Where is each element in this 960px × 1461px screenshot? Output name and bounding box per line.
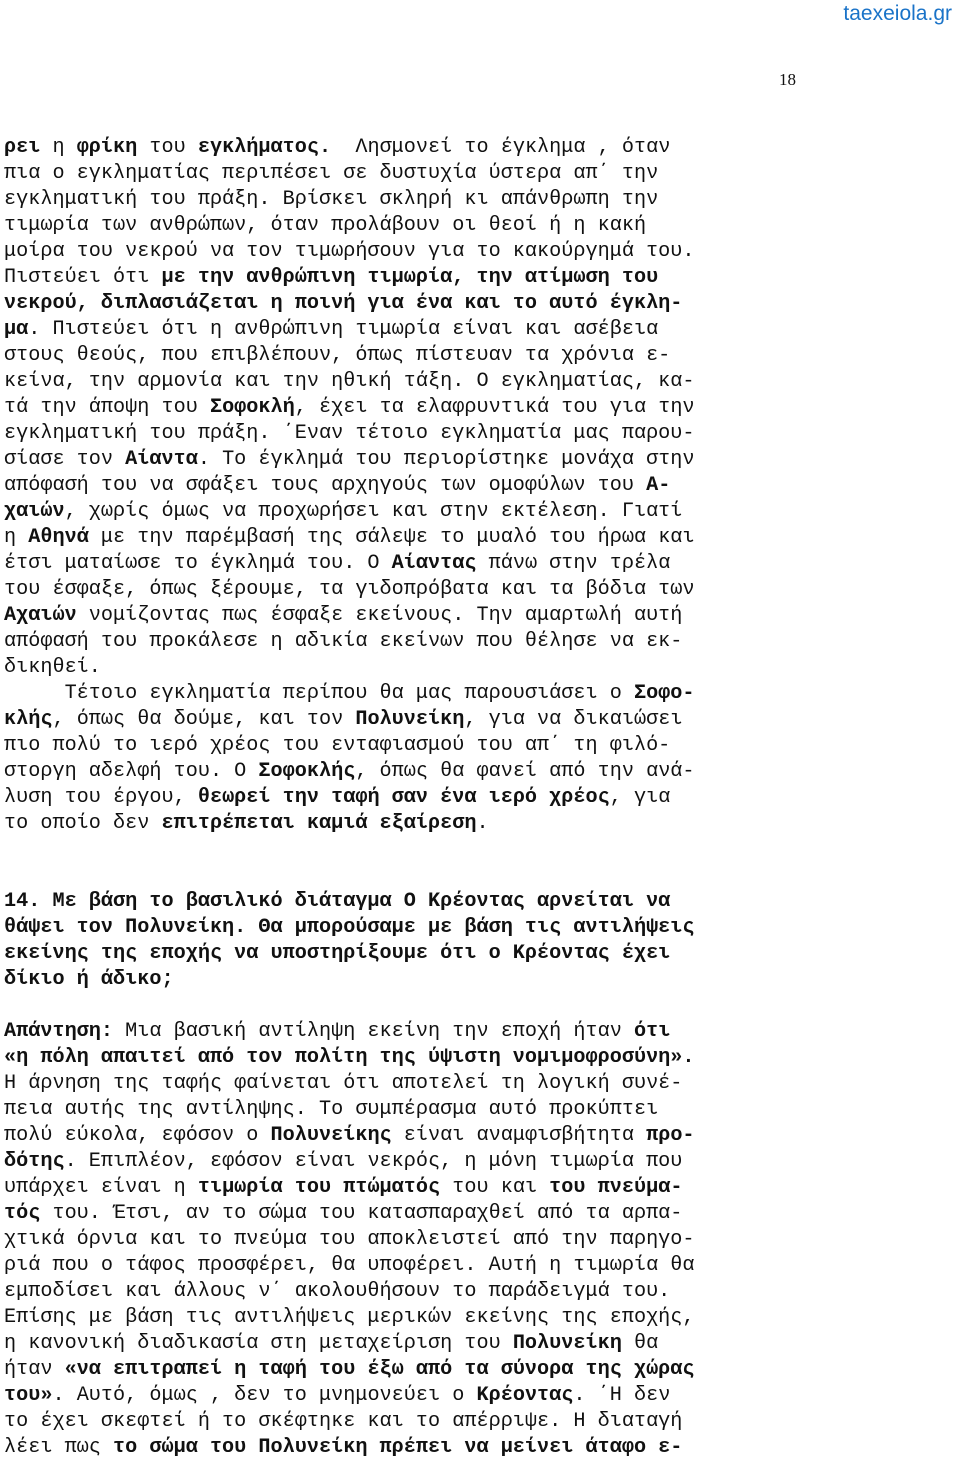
text-run: έτσι ματαίωσε το έγκλημά του. Ο bbox=[4, 552, 392, 575]
text-run: , όπως θα φανεί από την ανά- bbox=[355, 760, 695, 783]
text-line bbox=[4, 1019, 798, 1045]
text-run: η bbox=[40, 136, 77, 159]
text-run: τά την άποψη του bbox=[4, 396, 210, 419]
bold-text-run: χαιών bbox=[4, 500, 65, 523]
bold-text-run: ότι bbox=[633, 1020, 671, 1043]
text-line bbox=[4, 1435, 798, 1461]
document-body bbox=[4, 135, 798, 1461]
text-line bbox=[4, 1357, 798, 1383]
text-run: Πιστεύει ότι bbox=[4, 266, 162, 289]
bold-text-run: νεκρού, διπλασιάζεται η ποινή για ένα και το αυτό έγκλη- bbox=[4, 292, 683, 315]
bold-text-run: μα bbox=[4, 318, 29, 341]
bold-text-run: Αίαντας bbox=[391, 552, 477, 575]
text-run: απόφασή του προκάλεσε η αδικία εκείνων που θέλησε να εκ- bbox=[4, 630, 683, 653]
bold-text-run: Κρέοντας bbox=[476, 1384, 574, 1407]
text-run: Η άρνηση της ταφής φαίνεται ότι αποτελεί τη λογική συνέ- bbox=[4, 1072, 683, 1095]
text-run: το έχει σκεφτεί ή το σκέφτηκε και το απέρριψε. Η διαταγή bbox=[4, 1410, 683, 1433]
bold-text-run: Πολυνείκη bbox=[355, 708, 465, 731]
text-line bbox=[4, 1227, 798, 1253]
text-line bbox=[4, 1331, 798, 1357]
text-line bbox=[4, 811, 798, 837]
paragraph-sacred-burial-duty bbox=[4, 681, 798, 837]
text-run: πιο πολύ το ιερό χρέος του ενταφιασμού του απ΄ τη φιλό- bbox=[4, 734, 671, 757]
bold-text-run: Πολυνείκης bbox=[270, 1124, 392, 1147]
text-line bbox=[4, 1409, 798, 1435]
text-run: του bbox=[137, 136, 198, 159]
bold-text-run: εκείνης της εποχής να υποστηρίξουμε ότι ο Κρέοντας έχει bbox=[4, 942, 671, 965]
text-line bbox=[4, 525, 798, 551]
text-line bbox=[4, 733, 798, 759]
text-run: . ΄Η δεν bbox=[573, 1384, 671, 1407]
bold-text-run: Πολυνείκη bbox=[512, 1332, 622, 1355]
page-number: 18 bbox=[779, 70, 796, 89]
bold-text-run: Σοφο- bbox=[633, 682, 695, 705]
text-line bbox=[4, 1097, 798, 1123]
text-line bbox=[4, 395, 798, 421]
text-run: Τέτοιο εγκληματία περίπου θα μας παρουσιάσει ο bbox=[4, 682, 634, 705]
text-run: ήταν bbox=[4, 1358, 65, 1381]
text-line bbox=[4, 1279, 798, 1305]
text-run: εμποδίσει και άλλους ν΄ ακολουθήσουν το παράδειγμά του. bbox=[4, 1280, 671, 1303]
text-run: υπάρχει είναι η bbox=[4, 1176, 198, 1199]
text-run: . Πιστεύει ότι η ανθρώπινη τιμωρία είναι και ασέβεια bbox=[28, 318, 659, 341]
text-line bbox=[4, 655, 798, 681]
text-line bbox=[4, 239, 798, 265]
bold-text-run: εγκλήματος. bbox=[197, 136, 332, 159]
text-line bbox=[4, 1305, 798, 1331]
text-run: Λησμονεί το έγκλημα , όταν bbox=[331, 136, 671, 159]
bold-text-run: θάψει τον Πολυνείκη. Θα μπορούσαμε με βάση τις αντιλήψεις bbox=[4, 916, 695, 939]
text-line bbox=[4, 707, 798, 733]
bold-text-run: του» bbox=[4, 1384, 53, 1407]
bold-text-run: Αθηνά bbox=[28, 526, 89, 549]
bold-text-run: με την ανθρώπινη τιμωρία, την ατίμωση του bbox=[161, 266, 659, 289]
text-line bbox=[4, 967, 798, 993]
text-run: . Το έγκλημά του περιορίστηκε μονάχα στην bbox=[197, 448, 695, 471]
bold-text-run: ρει bbox=[4, 136, 41, 159]
text-run: Επίσης με βάση τις αντιλήψεις μερικών εκείνης της εποχής, bbox=[4, 1306, 695, 1329]
text-line bbox=[4, 187, 798, 213]
text-line bbox=[4, 265, 798, 291]
text-line bbox=[4, 369, 798, 395]
text-run: εγκληματική του πράξη. Βρίσκει σκληρή κι απάνθρωπη την bbox=[4, 188, 659, 211]
text-line bbox=[4, 1045, 798, 1071]
text-line bbox=[4, 759, 798, 785]
text-line bbox=[4, 317, 798, 343]
bold-text-run: το σώμα του Πολυνείκη πρέπει να μείνει άταφο ε- bbox=[113, 1436, 683, 1459]
text-run: η κανονική διαδικασία στη μεταχείριση του bbox=[4, 1332, 513, 1355]
text-run: του. Έτσι, αν το σώμα του κατασπαραχθεί από τα αρπα- bbox=[40, 1202, 683, 1225]
text-line bbox=[4, 213, 798, 239]
text-run: η bbox=[4, 526, 29, 549]
text-run: του και bbox=[440, 1176, 550, 1199]
text-run: , χωρίς όμως να προχωρήσει και στην εκτέλεση. Γιατί bbox=[64, 500, 683, 523]
text-run: μοίρα του νεκρού να τον τιμωρήσουν για το κακούργημά του. bbox=[4, 240, 695, 263]
bold-text-run: Σοφοκλή bbox=[209, 396, 295, 419]
bold-text-run: τός bbox=[4, 1202, 41, 1225]
text-run: πεια αυτής της αντίληψης. Το συμπέρασμα αυτό προκύπτει bbox=[4, 1098, 659, 1121]
bold-text-run: 14. Με βάση το βασιλικό διάταγμα Ο Κρέοντας αρνείται να bbox=[4, 890, 671, 913]
text-run: κείνα, την αρμονία και την ηθική τάξη. Ο εγκληματίας, κα- bbox=[4, 370, 695, 393]
text-line bbox=[4, 915, 798, 941]
text-line bbox=[4, 889, 798, 915]
text-run: στους θεούς, που επιβλέπουν, όπως πίστευαν τα χρόνια ε- bbox=[4, 344, 671, 367]
bold-text-run: «η πόλη απαιτεί από τον πολίτη της ύψιστη νομιμοφροσύνη». bbox=[4, 1046, 695, 1069]
text-run: , έχει τα ελαφρυντικά του για την bbox=[294, 396, 695, 419]
bold-text-run: κλής bbox=[4, 708, 53, 731]
text-run: χτικά όρνια και το πνεύμα του αποκλειστεί από την παρηγο- bbox=[4, 1228, 695, 1251]
text-run: του έσφαξε, όπως ξέρουμε, τα γιδοπρόβατα και τα βόδια των bbox=[4, 578, 695, 601]
bold-text-run: τιμωρία του πτώματός bbox=[197, 1176, 441, 1199]
text-run: λέει πως bbox=[4, 1436, 114, 1459]
text-run: λυση του έργου, bbox=[4, 786, 198, 809]
text-run: με την παρέμβασή της σάλεψε το μυαλό του ήρωα και bbox=[88, 526, 695, 549]
bold-text-run: Αίαντα bbox=[125, 448, 198, 471]
text-run: είναι αναμφισβήτητα bbox=[391, 1124, 647, 1147]
text-run: ριά που ο τάφος προσφέρει, θα υποφέρει. Αυτή η τιμωρία θα bbox=[4, 1254, 695, 1277]
text-line bbox=[4, 135, 798, 161]
text-run: πάνω στην τρέλα bbox=[476, 552, 671, 575]
text-run: θα bbox=[621, 1332, 659, 1355]
bold-text-run: Αχαιών bbox=[4, 604, 77, 627]
bold-text-run: επιτρέπεται καμιά εξαίρεση bbox=[161, 812, 477, 835]
bold-text-run: Απάντηση: bbox=[4, 1020, 114, 1043]
text-run: απόφασή του να σφάξει τους αρχηγούς των ομοφύλων του bbox=[4, 474, 647, 497]
bold-text-run: φρίκη bbox=[76, 136, 138, 159]
section-gap bbox=[4, 863, 798, 889]
text-line bbox=[4, 1175, 798, 1201]
bold-text-run: θεωρεί την ταφή σαν ένα ιερό χρέος bbox=[197, 786, 610, 809]
text-run: εγκληματική του πράξη. ΄Εναν τέτοιο εγκληματία μας παρου- bbox=[4, 422, 695, 445]
text-line bbox=[4, 1123, 798, 1149]
text-line bbox=[4, 941, 798, 967]
text-run: νομίζοντας πως έσφαξε εκείνους. Την αμαρτωλή αυτή bbox=[76, 604, 683, 627]
bold-text-run: δότης bbox=[4, 1150, 65, 1173]
text-line bbox=[4, 447, 798, 473]
section-gap bbox=[4, 993, 798, 1019]
text-run: δικηθεί. bbox=[4, 656, 101, 679]
text-line bbox=[4, 1149, 798, 1175]
text-line bbox=[4, 1253, 798, 1279]
paragraph-sophocles-justice bbox=[4, 135, 798, 681]
text-line bbox=[4, 1383, 798, 1409]
answer-14 bbox=[4, 1019, 798, 1461]
text-run: πια ο εγκληματίας περιπέσει σε δυστυχία ύστερα απ΄ την bbox=[4, 162, 659, 185]
text-run: . Επιπλέον, εφόσον είναι νεκρός, η μόνη τιμωρία που bbox=[64, 1150, 683, 1173]
text-run: τιμωρία των ανθρώπων, όταν προλάβουν οι θεοί ή η κακή bbox=[4, 214, 647, 237]
text-line bbox=[4, 681, 798, 707]
section-gap bbox=[4, 837, 798, 863]
text-run: σίασε τον bbox=[4, 448, 126, 471]
text-line bbox=[4, 499, 798, 525]
text-line bbox=[4, 1071, 798, 1097]
text-run: , για να δικαιώσει bbox=[464, 708, 683, 731]
text-line bbox=[4, 1201, 798, 1227]
text-line bbox=[4, 551, 798, 577]
bold-text-run: προ- bbox=[646, 1124, 695, 1147]
site-watermark: taexeiola.gr bbox=[843, 2, 952, 25]
text-run: το οποίο δεν bbox=[4, 812, 162, 835]
text-line bbox=[4, 577, 798, 603]
text-line bbox=[4, 629, 798, 655]
question-14 bbox=[4, 889, 798, 993]
text-line bbox=[4, 161, 798, 187]
bold-text-run: Α- bbox=[646, 474, 671, 497]
bold-text-run: του πνεύμα- bbox=[549, 1176, 683, 1199]
text-run: , για bbox=[609, 786, 671, 809]
text-run: , όπως θα δούμε, και τον bbox=[52, 708, 356, 731]
text-line bbox=[4, 785, 798, 811]
text-run: στοργη αδελφή του. Ο bbox=[4, 760, 259, 783]
bold-text-run: Σοφοκλής bbox=[258, 760, 356, 783]
text-line bbox=[4, 603, 798, 629]
bold-text-run: «να επιτραπεί η ταφή του έξω από τα σύνορα της χώρας bbox=[64, 1358, 695, 1381]
text-line bbox=[4, 291, 798, 317]
text-run: . bbox=[476, 812, 489, 835]
text-line bbox=[4, 343, 798, 369]
text-line bbox=[4, 421, 798, 447]
text-run: . Αυτό, όμως , δεν το μνημονεύει ο bbox=[52, 1384, 477, 1407]
text-run: πολύ εύκολα, εφόσον ο bbox=[4, 1124, 271, 1147]
bold-text-run: δίκιο ή άδικο; bbox=[4, 968, 174, 991]
text-line bbox=[4, 473, 798, 499]
text-run: Μια βασική αντίληψη εκείνη την εποχή ήταν bbox=[113, 1020, 634, 1043]
